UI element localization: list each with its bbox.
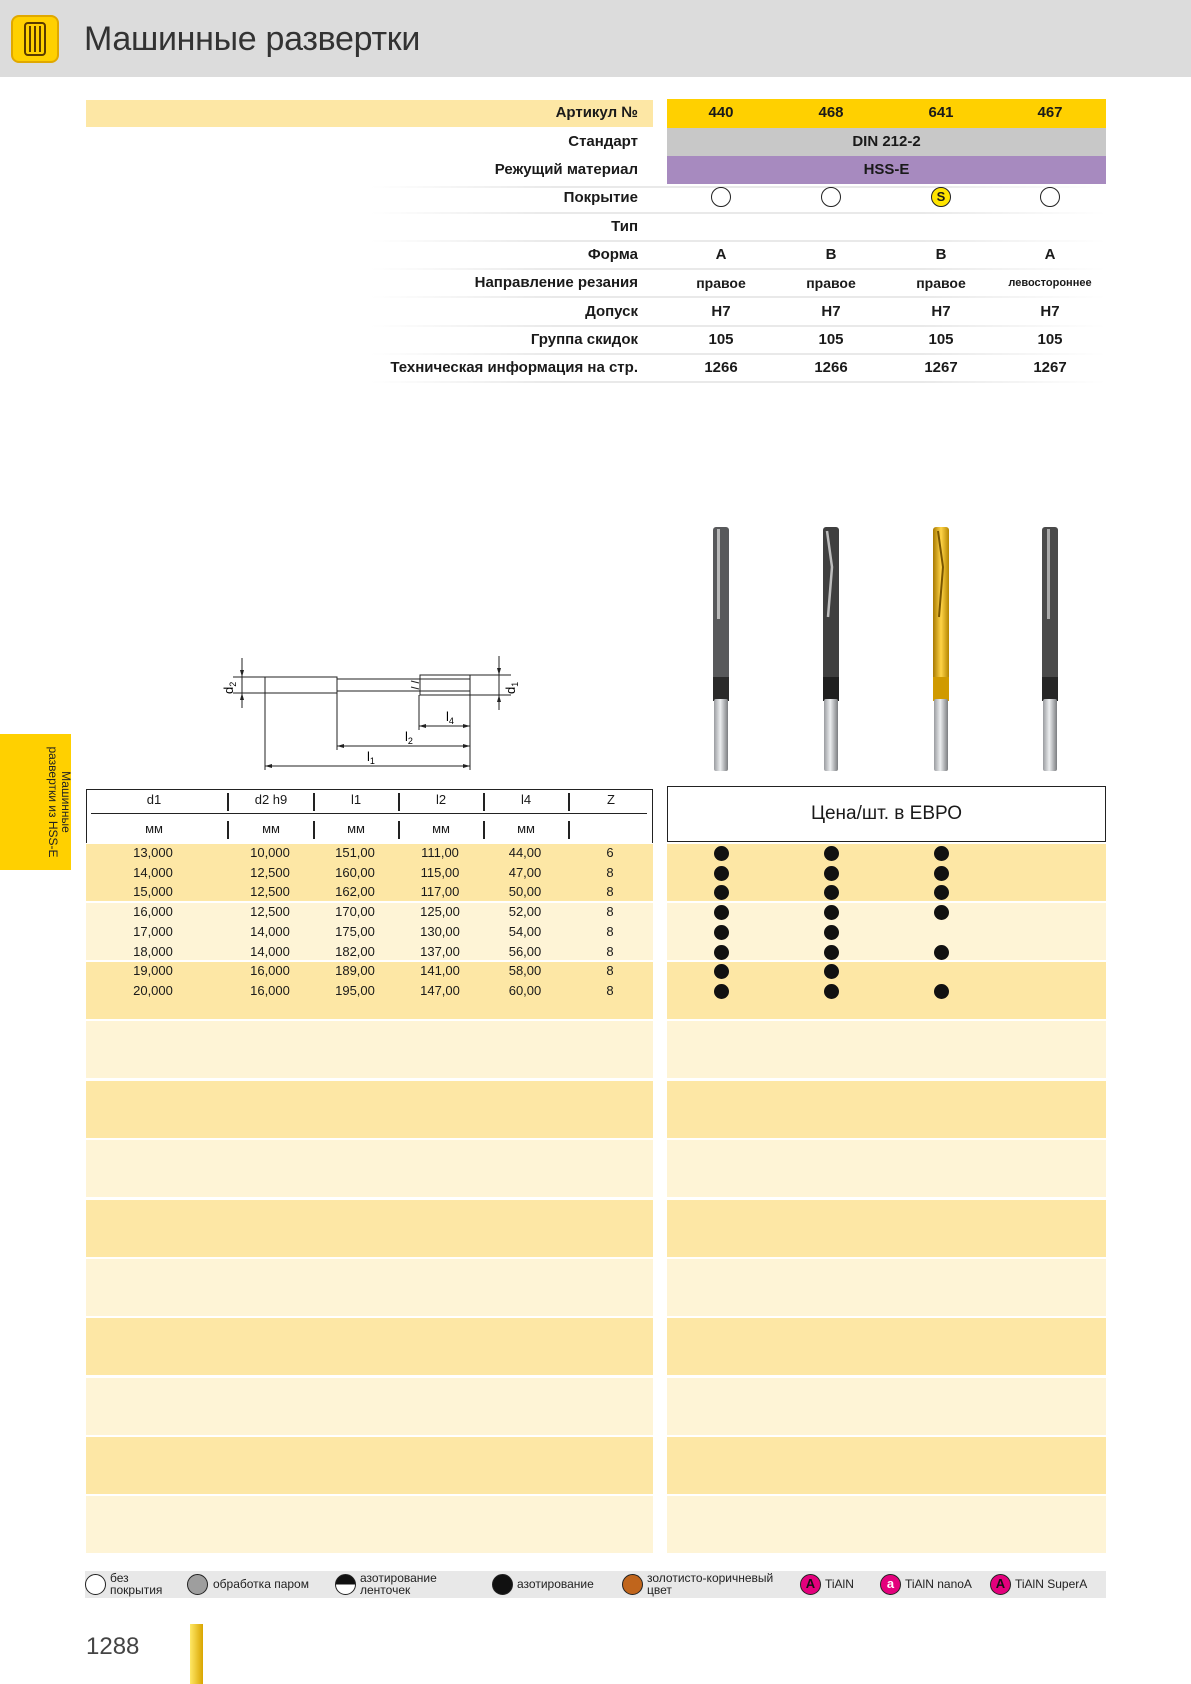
table-band-right [667,903,1106,960]
cell-z: 8 [606,864,614,880]
table-band-right [667,1081,1106,1138]
availability-dot-icon[interactable] [714,885,729,900]
footer-accent-bar [190,1624,203,1684]
column-separator [398,793,400,811]
cell-l1: 189,00 [335,963,375,979]
tolerance-value: H7 [1040,303,1060,320]
column-header: Z [607,792,615,807]
circle-black-icon [492,1574,513,1595]
dim-label-l1: $l_1$ [367,749,375,766]
cell-d1: 20,000 [133,982,173,998]
direction-value: правое [916,275,966,291]
article-number: 468 [818,104,844,121]
reamer-641-image [932,527,950,773]
row-divider [370,353,1106,355]
cell-l4: 47,00 [508,864,542,880]
cell-d2: 14,000 [250,943,290,959]
column-separator [313,821,315,839]
availability-dot-icon[interactable] [824,885,839,900]
cell-l2: 115,00 [420,864,460,880]
standard-label: Стандарт [568,133,638,150]
cell-l2: 137,00 [420,943,460,959]
cell-l2: 130,00 [420,923,460,939]
cell-d1: 17,000 [133,923,173,939]
row-divider [370,296,1106,298]
circle-uncoated-icon [1040,187,1060,207]
reamer-467-image [1041,527,1059,773]
legend-text: без покрытия [110,1571,163,1597]
coating-s-icon: S [931,187,951,207]
table-band-left [86,1140,653,1197]
availability-dot-icon[interactable] [714,984,729,999]
circle-tialn-nanoa-icon: a [880,1574,901,1595]
column-separator [227,821,229,839]
column-separator [398,821,400,839]
column-header: l1 [350,792,362,807]
reamer-440-image [712,527,730,773]
legend-text: TiAlN [825,1577,854,1591]
availability-dot-icon[interactable] [934,905,949,920]
form-value: A [1044,246,1056,263]
circle-uncoated-icon [711,187,731,207]
cell-z: 8 [606,904,614,920]
cell-d1: 13,000 [133,845,173,860]
discount-value: 105 [1037,331,1063,348]
form-label: Форма [587,246,638,263]
page-title: Машинные развертки [84,20,421,58]
cell-d2: 12,500 [250,864,290,880]
direction-value: левостороннее [1008,277,1092,289]
dim-label-l2: $l_2$ [405,729,413,746]
circle-white-icon [85,1574,106,1595]
cell-l4: 50,00 [508,884,542,900]
cell-z: 6 [606,845,614,860]
discount-value: 105 [818,331,844,348]
legend-text: азотирование ленточек [360,1571,437,1597]
cell-z: 8 [606,982,614,998]
coating-cell [666,187,776,207]
reamer-dimension-drawing [215,648,525,773]
column-separator [483,821,485,839]
legend-text: TiAlN SuperA [1015,1577,1088,1591]
table-band-right [667,1200,1106,1257]
header-divider [91,813,647,814]
row-divider [370,381,1106,383]
cell-l1: 175,00 [335,923,375,939]
availability-dot-icon[interactable] [824,984,839,999]
cell-z: 8 [606,884,614,900]
row-divider [370,212,1106,214]
table-band-right [667,1021,1106,1078]
table-band-right [667,1437,1106,1494]
cell-d2: 14,000 [250,923,290,939]
dim-label-d2: $d_2$ [221,681,238,694]
unit-label: мм [432,821,450,836]
article-number: 641 [928,104,954,121]
tolerance-value: H7 [711,303,731,320]
availability-dot-icon[interactable] [714,866,729,881]
tech-page-link[interactable]: 1267 [924,359,958,376]
column-separator [227,793,229,811]
circle-uncoated-icon [821,187,841,207]
article-number: 440 [708,104,734,121]
availability-dot-icon[interactable] [824,925,839,940]
coating-label: Покрытие [563,189,638,206]
page-number: 1288 [86,1633,140,1660]
column-header: d2 h9 [254,792,288,807]
unit-label: мм [262,821,280,836]
table-band-left [86,1081,653,1138]
tech-page-link[interactable]: 1267 [1033,359,1067,376]
tolerance-value: H7 [931,303,951,320]
legend-text: золотисто-коричневый цвет [647,1571,774,1597]
tolerance-value: H7 [821,303,841,320]
column-header: d1 [146,792,162,807]
tolerance-label: Допуск [585,303,638,320]
table-band-right [667,1318,1106,1375]
tech-info-label: Техническая информация на стр. [390,359,638,376]
cell-d1: 15,000 [133,884,173,900]
cell-d1: 16,000 [133,904,173,920]
cutting-material-label: Режущий материал [494,161,638,178]
cell-d1: 19,000 [133,963,173,979]
circle-half-black-icon [335,1574,356,1595]
cell-d2: 16,000 [250,963,290,979]
availability-dot-icon[interactable] [824,866,839,881]
unit-label: мм [145,821,163,836]
page-header [0,0,1191,77]
unit-label: мм [347,821,365,836]
reamer-468-image [822,527,840,773]
cell-l1: 151,00 [335,845,375,860]
table-band-left [86,1200,653,1257]
row-divider [370,268,1106,270]
table-band-right [667,1140,1106,1197]
column-separator [483,793,485,811]
cell-d2: 10,000 [250,845,290,860]
cell-z: 8 [606,963,614,979]
cell-l2: 141,00 [420,963,460,979]
cell-l2: 125,00 [420,904,460,920]
availability-dot-icon[interactable] [934,984,949,999]
legend-text: азотирование [517,1577,594,1591]
cell-d2: 12,500 [250,884,290,900]
discount-value: 105 [928,331,954,348]
availability-dot-icon[interactable] [714,964,729,979]
cell-l2: 147,00 [420,982,460,998]
form-value: B [825,246,837,263]
row-divider [370,325,1106,327]
table-band-left [86,1378,653,1435]
coating-cell [886,187,996,207]
legend-text: обработка паром [213,1577,309,1591]
dimension-table-header [86,789,653,843]
cell-l1: 195,00 [335,982,375,998]
row-divider [370,240,1106,242]
cell-l2: 117,00 [420,884,460,900]
table-band-left [86,1437,653,1494]
cell-l4: 58,00 [508,963,542,979]
availability-dot-icon[interactable] [934,945,949,960]
tech-page-link[interactable]: 1266 [814,359,848,376]
availability-dot-icon[interactable] [714,945,729,960]
table-band-left [86,1259,653,1316]
table-band-left [86,1496,653,1553]
availability-dot-icon[interactable] [824,964,839,979]
tech-page-link[interactable]: 1266 [704,359,738,376]
column-separator [568,821,570,839]
column-header: l4 [520,792,532,807]
cell-l4: 56,00 [508,943,542,959]
cell-d2: 12,500 [250,904,290,920]
cell-l1: 170,00 [335,904,375,920]
circle-tialn-supera-icon: A [990,1574,1011,1595]
cell-l1: 182,00 [335,943,375,959]
availability-dot-icon[interactable] [824,905,839,920]
cell-l1: 162,00 [335,884,375,900]
form-value: B [935,246,947,263]
availability-dot-icon[interactable] [714,905,729,920]
column-separator [568,793,570,811]
section-side-label: Машинные развертки из HSS-E [46,746,73,858]
article-label: Артикул № [555,104,638,121]
price-column-header: Цена/шт. в ЕВРО [667,786,1106,842]
cutting-direction-label: Направление резания [474,274,638,291]
cell-d1: 18,000 [133,943,173,959]
legend-text: TiAlN nanoA [905,1577,972,1591]
cell-l1: 160,00 [335,864,375,880]
coating-cell [995,187,1105,207]
availability-dot-icon[interactable] [824,846,839,861]
cell-l2: 111,00 [421,845,459,860]
article-number: 467 [1037,104,1063,121]
table-band-right [667,1259,1106,1316]
coating-cell [776,187,886,207]
circle-gray-icon [187,1574,208,1595]
reamer-logo-icon [11,15,59,63]
cell-z: 8 [606,943,614,959]
dim-label-l4: $l_4$ [446,709,454,726]
cell-z: 8 [606,923,614,939]
table-band-left [86,1318,653,1375]
discount-group-label: Группа скидок [530,331,638,348]
cell-l4: 52,00 [508,904,542,920]
cell-d1: 14,000 [133,864,173,880]
table-band-right [667,1496,1106,1553]
availability-dot-icon[interactable] [714,925,729,940]
availability-dot-icon[interactable] [934,846,949,861]
circle-tialn-icon: A [800,1574,821,1595]
direction-value: правое [806,275,856,291]
dim-label-d1: $d_1$ [503,681,520,694]
table-band-right [667,1378,1106,1435]
column-header: l2 [435,792,447,807]
cell-l4: 54,00 [508,923,542,939]
material-value: HSS-E [863,161,910,178]
direction-value: правое [696,275,746,291]
cell-l4: 44,00 [508,845,542,860]
availability-dot-icon[interactable] [714,846,729,861]
standard-value: DIN 212-2 [852,133,921,150]
discount-value: 105 [708,331,734,348]
availability-dot-icon[interactable] [824,945,839,960]
table-band-left [86,1021,653,1078]
availability-dot-icon[interactable] [934,885,949,900]
circle-brown-icon [622,1574,643,1595]
availability-dot-icon[interactable] [934,866,949,881]
form-value: A [715,246,727,263]
cell-l4: 60,00 [508,982,542,998]
table-band-right [667,962,1106,1019]
coating-legend [85,1571,1106,1598]
column-separator [313,793,315,811]
cell-d2: 16,000 [250,982,290,998]
unit-label: мм [517,821,535,836]
table-band-right [667,844,1106,901]
type-label: Тип [611,218,638,235]
